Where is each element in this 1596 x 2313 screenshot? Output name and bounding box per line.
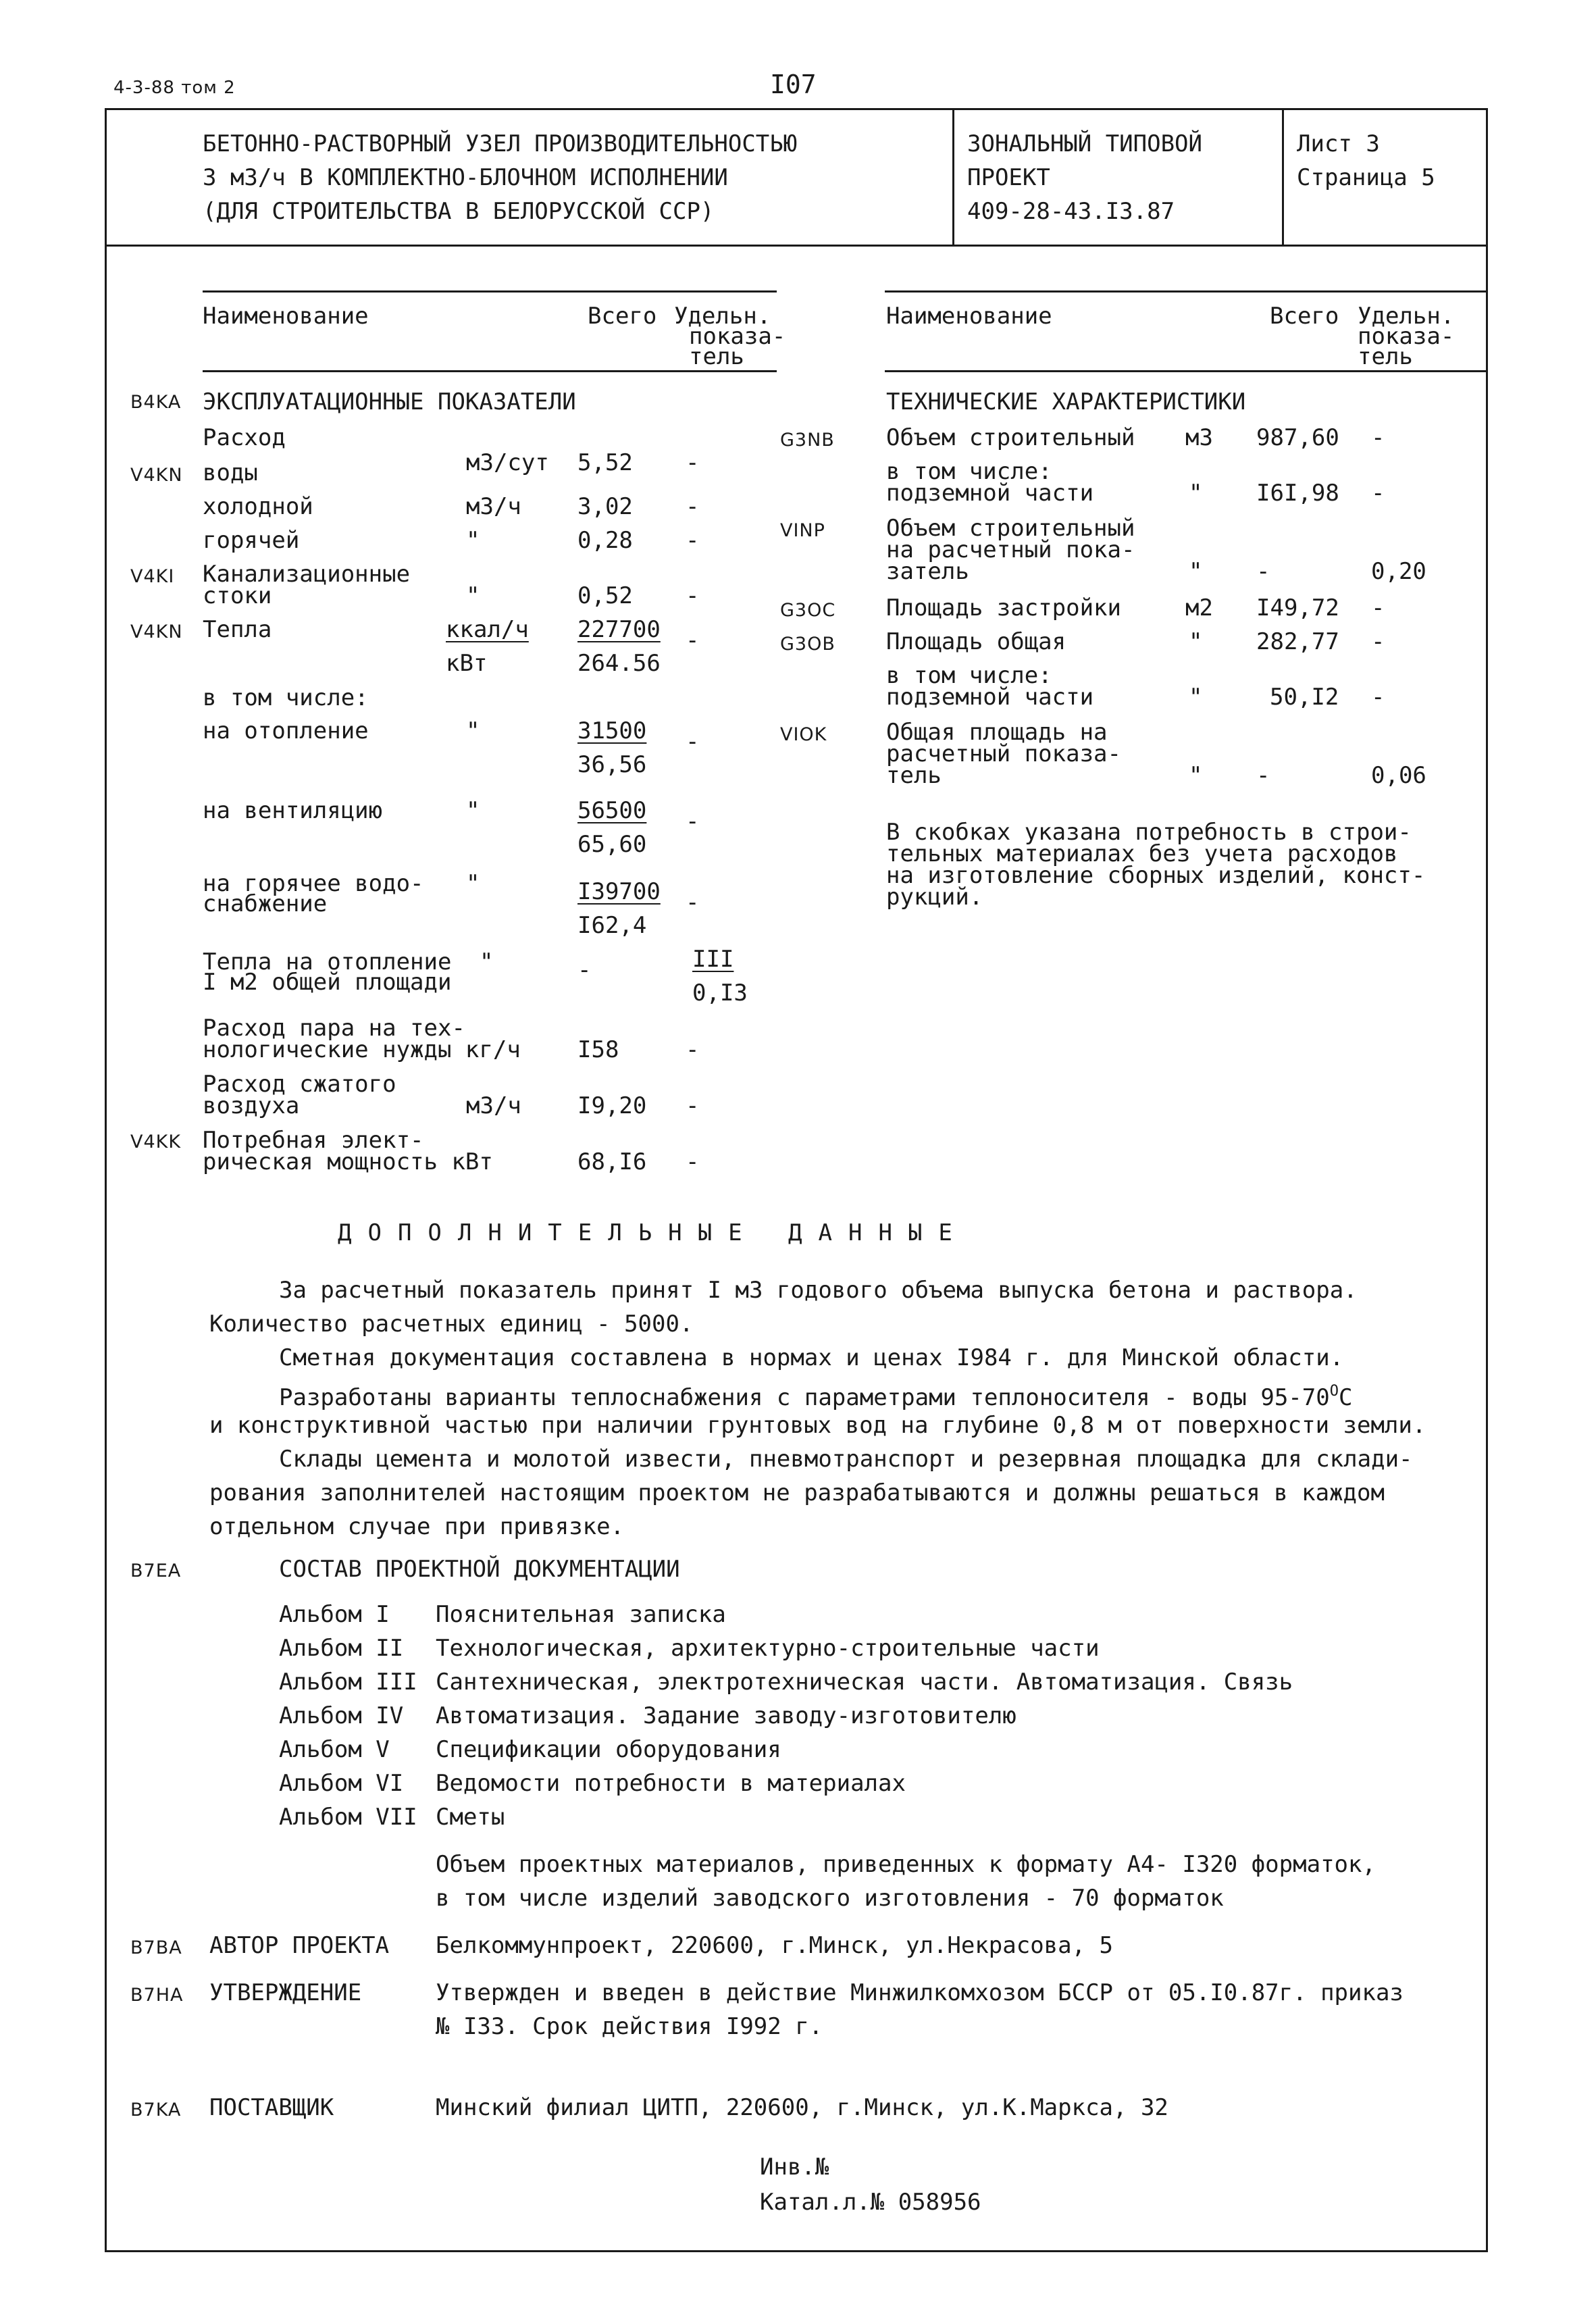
row-heating-name: на отопление [203,717,369,744]
album-5-label: Альбом V [279,1736,390,1763]
row-steam-name-2: нологические нужды кг/ч [203,1036,521,1063]
row-power-total: 68,I6 [577,1148,647,1175]
right-header-name: Наименование [886,303,1052,330]
left-section-title: ЭКСПЛУАТАЦИОННЫЕ ПОКАЗАТЕЛИ [203,388,576,415]
row-footprint-total: I49,72 [1256,594,1339,621]
row-hot-name: горячей [203,527,300,554]
row-volume-underground-total: I6I,98 [1256,480,1339,507]
row-cold-unit: м3/ч [466,493,521,520]
row-volume-per-unit-code: VINP [780,520,825,541]
left-header-spec-2: показа- [689,323,786,350]
row-heating-unit: " [466,717,480,744]
approval-code: B7HA [130,1985,184,2006]
row-volume-per-unit-unit: " [1189,558,1203,585]
row-volume-code: G3NB [780,430,835,451]
row-footprint-name: Площадь застройки [886,594,1121,621]
paragraph-3-celsius: С [1338,1384,1353,1411]
row-volume-name: Объем строительный [886,424,1135,451]
album-5-text: Спецификации оборудования [436,1736,781,1763]
author-text: Белкоммунпроект, 220600, г.Минск, ул.Некрасова, 5 [436,1932,1114,1959]
right-section-title: ТЕХНИЧЕСКИЕ ХАРАКТЕРИСТИКИ [886,388,1246,415]
approval-line-2: № I33. Срок действия I992 г. [436,2013,823,2040]
row-cold-total: 3,02 [577,493,633,520]
page-label: Страница 5 [1297,164,1435,191]
row-heat-per-m2-total: - [577,957,592,984]
row-power-name-2: рическая мощность кВт [203,1148,493,1175]
row-hot-spec: - [686,527,700,554]
paragraph-2: Сметная документация составлена в нормах и ценах I984 г. для Минской области. [279,1344,1344,1371]
volume-line-2: в том числе изделий заводского изготовления - 70 форматок [436,1885,1224,1912]
row-total-area-code: G3OB [780,634,835,655]
row-area-per-unit-name-2: расчетный показа- [886,740,1121,767]
right-header-total: Всего [1270,303,1339,330]
row-hot-water-unit: " [466,870,480,897]
row-heat-per-m2-name-1: Тепла на отопление [203,948,452,975]
right-table-header-rule [885,370,1486,372]
additional-data-title: ДОПОЛНИТЕЛЬНЫЕ ДАННЫЕ [338,1219,969,1246]
row-area-per-unit-name-1: Общая площадь на [886,719,1108,746]
right-note-line-2: тельных материалах без учета расходов [886,840,1398,867]
album-2-label: Альбом II [279,1635,404,1662]
row-volume-per-unit-total: - [1256,558,1270,585]
album-3-text: Сантехническая, электротехническая части. Автоматизация. Связь [436,1669,1293,1696]
album-3-label: Альбом III [279,1669,417,1696]
left-table-top-rule [203,290,777,293]
left-header-spec-1: Удельн. [674,303,771,330]
row-footprint-unit: м2 [1185,594,1213,621]
row-hot-water-name-1: на горячее водо- [203,870,424,897]
album-7-label: Альбом VII [279,1804,417,1831]
row-air-unit: м3/ч [466,1092,521,1119]
row-total-area-name: Площадь общая [886,628,1066,655]
row-air-name-2: воздуха [203,1092,300,1119]
header-title-line-3: (ДЛЯ СТРОИТЕЛЬСТВА В БЕЛОРУССКОЙ ССР) [203,198,715,225]
row-hot-water-total-1: I39700 [577,878,661,905]
paragraph-3-degree: О [1329,1383,1339,1400]
project-type-2: ПРОЕКТ [967,164,1050,191]
page-number: I07 [770,70,817,99]
paragraph-3-line-2: и конструктивной частью при наличии грунтовых вод на глубине 0,8 м от поверхности земли. [209,1412,1426,1439]
header-title-line-1: БЕТОННО-РАСТВОРНЫЙ УЗЕЛ ПРОИЗВОДИТЕЛЬНОСТЬЮ [203,130,798,157]
approval-label: УТВЕРЖДЕНИЕ [209,1979,362,2006]
row-area-underground-name-1: в том числе: [886,662,1052,689]
sheet-number: Лист 3 [1297,130,1380,157]
row-power-code: V4KK [130,1132,182,1152]
row-water-code: V4KN [130,465,183,486]
row-total-area-spec: - [1371,628,1385,655]
row-heat-per-m2-spec-1: III [692,946,734,973]
row-power-name-1: Потребная элект- [203,1127,424,1154]
row-hot-water-spec: - [686,889,700,916]
left-table-header-rule [203,370,777,372]
row-ventilation-total-1: 56500 [577,797,647,824]
right-note-line-3: на изготовление сборных изделий, конст- [886,862,1426,889]
paragraph-3-text: Разработаны варианты теплоснабжения с параметрами теплоносителя - воды 95-70 [279,1384,1330,1411]
project-number: 409-28-43.I3.87 [967,198,1175,225]
right-table-top-rule [885,290,1486,293]
album-1-text: Пояснительная записка [436,1601,726,1628]
row-area-per-unit-name-3: тель [886,762,942,789]
right-header-spec-3: тель [1358,343,1413,370]
composition-title: СОСТАВ ПРОЕКТНОЙ ДОКУМЕНТАЦИИ [279,1556,680,1583]
row-ventilation-name: на вентиляцию [203,797,383,824]
row-area-underground-spec: - [1371,684,1385,711]
paragraph-3-line-1 [279,1378,1352,1411]
row-total-area-unit: " [1189,628,1203,655]
left-section-code: B4KA [130,392,182,413]
row-hot-water-total-2: I62,4 [577,912,647,939]
row-water-name: воды [203,459,258,486]
row-heat-total-2: 264.56 [577,650,661,677]
row-ventilation-unit: " [466,797,480,824]
row-volume-underground-name-2: подземной части [886,480,1094,507]
row-footprint-code: G3OC [780,600,836,621]
row-steam-total: I58 [577,1036,619,1063]
row-area-underground-unit: " [1189,684,1203,711]
row-volume-underground-unit: " [1189,480,1203,507]
left-header-spec-3: тель [689,343,744,370]
row-volume-per-unit-name-2: на расчетный пока- [886,536,1135,563]
row-heat-name: Тепла [203,616,272,643]
row-volume-spec: - [1371,424,1385,451]
row-sewage-name-1: Канализационные [203,561,411,588]
row-hot-unit: " [466,527,480,554]
album-2-text: Технологическая, архитектурно-строительные части [436,1635,1100,1662]
header-divider-2 [1282,108,1284,245]
row-sewage-code: V4KI [130,566,175,587]
right-note-line-1: В скобках указана потребность в строи- [886,819,1412,846]
row-sewage-total: 0,52 [577,582,633,609]
author-code: B7BA [130,1937,182,1958]
album-1-label: Альбом I [279,1601,390,1628]
row-heating-total-2: 36,56 [577,751,647,778]
row-water-unit: м3/сут [466,449,549,476]
row-water-spec: - [686,449,700,476]
header-divider [105,245,1488,247]
left-header-name: Наименование [203,303,369,330]
right-note-line-4: рукций. [886,884,983,911]
approval-line-1: Утвержден и введен в действие Минжилкомхозом БССР от 05.I0.87г. приказ [436,1979,1404,2006]
author-label: АВТОР ПРОЕКТА [209,1932,390,1959]
row-hot-total: 0,28 [577,527,633,554]
row-heat-per-m2-name-2: I м2 общей площади [203,969,452,996]
row-total-area-total: 282,77 [1256,628,1339,655]
paragraph-4-line-2: рования заполнителей настоящим проектом не разрабатываются и должны решаться в каждом [209,1479,1385,1506]
row-footprint-spec: - [1371,594,1385,621]
row-heat-per-m2-spec-2: 0,I3 [692,980,748,1007]
row-volume-per-unit-name-1: Объем строительный [886,515,1135,542]
left-header-total: Всего [588,303,657,330]
row-steam-spec: - [686,1036,700,1063]
row-area-underground-total: 50,I2 [1270,684,1339,711]
row-sewage-spec: - [686,582,700,609]
album-6-text: Ведомости потребности в материалах [436,1770,906,1797]
row-water-total: 5,52 [577,449,633,476]
row-ventilation-spec: - [686,808,700,835]
row-steam-name-1: Расход пара на тех- [203,1015,465,1042]
row-area-per-unit-unit: " [1189,762,1203,789]
volume-line-1: Объем проектных материалов, приведенных к формату А4- I320 форматок, [436,1851,1376,1878]
row-heat-per-m2-unit: " [480,948,494,975]
row-volume-underground-spec: - [1371,480,1385,507]
paragraph-4-line-1: Склады цемента и молотой извести, пневмотранспорт и резервная площадка для склади- [279,1446,1413,1473]
row-air-name-1: Расход сжатого [203,1071,396,1098]
row-ventilation-total-2: 65,60 [577,831,647,858]
row-heat-code: V4KN [130,621,183,642]
row-cold-spec: - [686,493,700,520]
composition-code: B7EA [130,1560,182,1581]
project-type: ЗОНАЛЬНЫЙ ТИПОВОЙ [967,130,1202,157]
supplier-text: Минский филиал ЦИТП, 220600, г.Минск, ул.К.Маркса, 32 [436,2094,1168,2121]
row-area-per-unit-spec: 0,06 [1371,762,1426,789]
row-area-underground-name-2: подземной части [886,684,1094,711]
inventory-number: Инв.№ [760,2154,829,2181]
row-including-label: в том числе: [203,684,369,711]
album-6-label: Альбом VI [279,1770,404,1797]
paragraph-4-line-3: отдельном случае при привязке. [209,1513,625,1540]
row-heating-total-1: 31500 [577,717,647,744]
row-heating-spec: - [686,728,700,755]
catalog-number: Катал.л.№ 058956 [760,2189,981,2216]
row-sewage-name-2: стоки [203,582,272,609]
row-hot-water-name-2: снабжение [203,890,328,917]
row-volume-unit: м3 [1185,424,1213,451]
row-air-spec: - [686,1092,700,1119]
row-volume-per-unit-spec: 0,20 [1371,558,1426,585]
album-4-label: Альбом IV [279,1702,404,1729]
album-4-text: Автоматизация. Задание заводу-изготовителю [436,1702,1016,1729]
header-divider-1 [952,108,954,245]
row-volume-total: 987,60 [1256,424,1339,451]
document-reference: 4-3-88 том 2 [113,78,236,98]
supplier-code: B7KA [130,2100,182,2120]
album-7-text: Сметы [436,1804,505,1831]
row-sewage-unit: " [466,582,480,609]
paragraph-1-line-2: Количество расчетных единиц - 5000. [209,1311,694,1338]
row-air-total: I9,20 [577,1092,647,1119]
row-volume-per-unit-name-3: затель [886,558,969,585]
row-heat-spec: - [686,627,700,654]
row-power-spec: - [686,1148,700,1175]
supplier-label: ПОСТАВЩИК [209,2094,334,2121]
row-area-per-unit-total: - [1256,762,1270,789]
row-cold-name: холодной [203,493,313,520]
header-title-line-2: 3 м3/ч В КОМПЛЕКТНО-БЛОЧНОМ ИСПОЛНЕНИИ [203,164,728,191]
row-heat-unit-2: кВт [446,650,488,677]
row-heat-total-1: 227700 [577,616,661,643]
right-header-spec-2: показа- [1358,323,1455,350]
row-volume-underground-name-1: в том числе: [886,458,1052,485]
row-heat-unit-1: ккал/ч [446,616,529,643]
row-consumption-label: Расход [203,424,286,451]
row-area-per-unit-code: VIOK [780,724,827,745]
right-header-spec-1: Удельн. [1358,303,1455,330]
paragraph-1-line-1: За расчетный показатель принят I м3 годового объема выпуска бетона и раствора. [279,1277,1358,1304]
